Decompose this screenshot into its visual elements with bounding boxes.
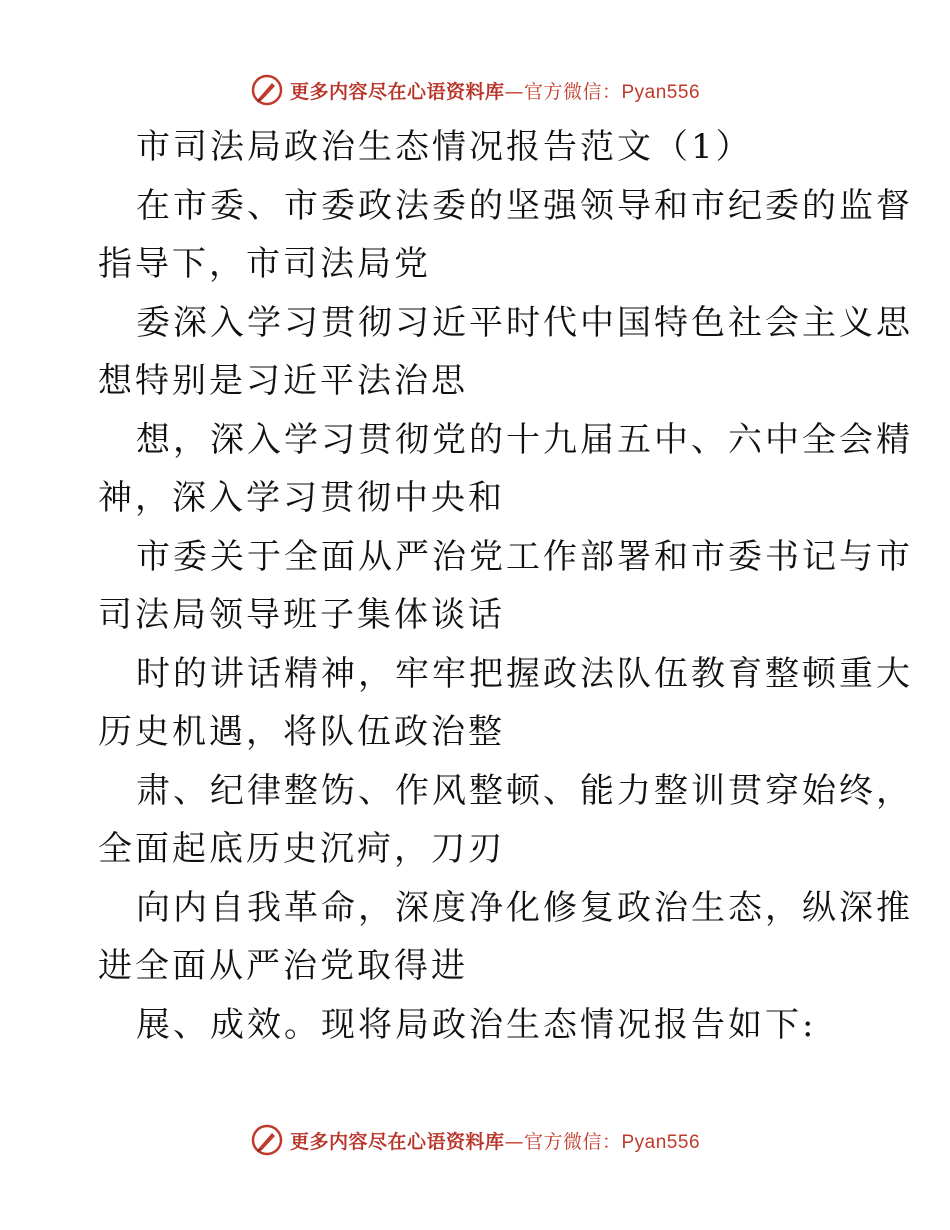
document-body <box>98 118 913 1054</box>
watermark-main: 更多内容尽在心语资料库 <box>289 80 505 103</box>
paragraph-line: 肃、纪律整饬、作风整顿、能力整训贯穿始终， <box>136 770 913 811</box>
paragraph-line: 向内自我革命，深度净化修复政治生态，纵深推 <box>136 887 913 928</box>
paragraph-line: 市委关于全面从严治党工作部署和市委书记与市 <box>136 536 913 577</box>
paragraph-line: 想特别是习近平法治思 <box>98 361 468 401</box>
paragraph-line: 想，深入学习贯彻党的十九届五中、六中全会精 <box>136 419 913 460</box>
pen-logo-icon <box>250 1123 284 1157</box>
watermark-separator: —官方微信： <box>504 80 622 103</box>
paragraph-line: 历史机遇，将队伍政治整 <box>98 712 505 752</box>
paragraph-line: 指导下，市司法局党 <box>98 244 431 284</box>
paragraph-line: 在市委、市委政法委的坚强领导和市纪委的监督 <box>136 185 913 226</box>
watermark-separator: —官方微信： <box>504 1130 622 1153</box>
paragraph-line: 司法局领导班子集体谈话 <box>98 595 505 635</box>
paragraph-line: 时的讲话精神，牢牢把握政法队伍教育整顿重大 <box>136 653 913 694</box>
watermark-wechat-id: Pyan556 <box>621 81 701 103</box>
paragraph-line: 进全面从严治党取得进 <box>98 946 468 986</box>
paragraph-line: 展、成效。现将局政治生态情况报告如下: <box>136 1004 817 1045</box>
watermark-footer <box>0 1120 950 1160</box>
watermark-text <box>290 1127 700 1154</box>
doc-title: 市司法局政治生态情况报告范文（1） <box>136 127 753 167</box>
watermark-main: 更多内容尽在心语资料库 <box>289 1130 505 1153</box>
paragraph-line: 全面起底历史沉疴，刀刃 <box>98 829 505 869</box>
watermark-wechat-id: Pyan556 <box>621 1131 701 1153</box>
paragraph-line: 委深入学习贯彻习近平时代中国特色社会主义思 <box>136 302 913 343</box>
pen-logo-icon <box>250 73 284 107</box>
watermark-text <box>290 77 700 104</box>
paragraph-line: 神，深入学习贯彻中央和 <box>98 478 505 518</box>
watermark-header <box>0 70 950 110</box>
